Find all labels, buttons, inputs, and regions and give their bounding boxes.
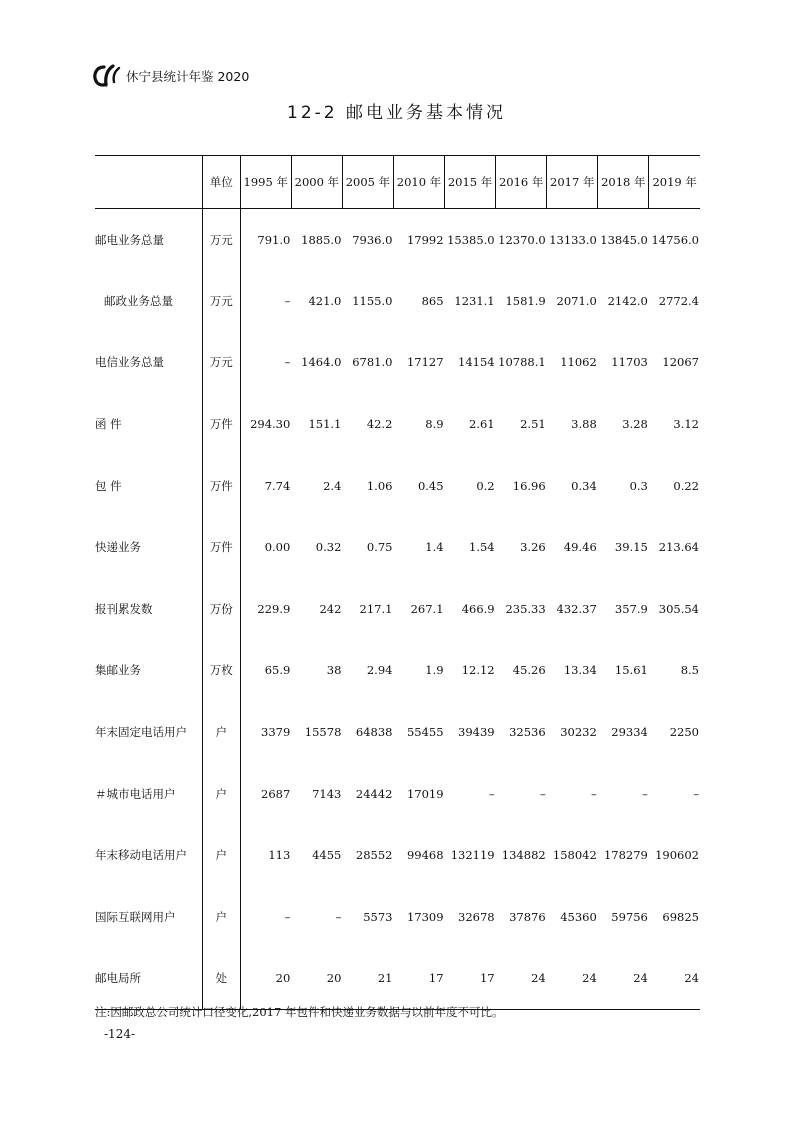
value-cell: 13845.0: [600, 232, 648, 247]
value-cell: 7936.0: [352, 232, 393, 247]
value-cell: 2250: [669, 725, 699, 740]
value-cell: 24442: [355, 786, 393, 801]
value-cell: 3.12: [673, 417, 699, 432]
row-unit: 万件: [202, 455, 240, 517]
year-header: 2016 年: [496, 156, 547, 209]
value-cell: 294.30: [250, 417, 291, 432]
value-cell: 5573: [363, 909, 393, 924]
row-item-label: 函 件: [95, 417, 122, 432]
value-cell: 38: [326, 663, 342, 678]
value-cell: 17: [479, 971, 495, 986]
year-header: 2018 年: [598, 156, 649, 209]
table-note: 注:因邮政总公司统计口径变化,2017 年包件和快递业务数据与以前年度不可比。: [95, 1005, 504, 1019]
value-cell: 45360: [560, 909, 597, 924]
value-cell: 14154: [458, 355, 495, 370]
value-cell: 17309: [406, 909, 444, 924]
value-cell: 17992: [406, 232, 444, 247]
value-cell: 11703: [611, 355, 648, 370]
value-cell: –: [284, 909, 291, 924]
value-cell: 1885.0: [301, 232, 342, 247]
value-cell: 1464.0: [301, 355, 342, 370]
value-cell: –: [591, 786, 597, 801]
row-item-label: 年末固定电话用户: [95, 725, 187, 740]
value-cell: 16.96: [512, 478, 546, 493]
table-row: [95, 578, 700, 640]
year-header: 2010 年: [393, 156, 444, 209]
row-unit: 万份: [202, 578, 240, 640]
value-cell: 421.0: [308, 293, 342, 308]
value-cell: 432.37: [556, 601, 597, 616]
value-cell: 791.0: [257, 232, 291, 247]
value-cell: 242: [319, 601, 342, 616]
value-cell: 39.15: [614, 540, 648, 555]
year-header: 2019 年: [649, 156, 700, 209]
year-header: 2017 年: [547, 156, 598, 209]
value-cell: 28552: [355, 848, 393, 863]
row-unit: 户: [202, 701, 240, 763]
row-item-label: 年末移动电话用户: [95, 848, 187, 863]
table-row: [95, 886, 700, 948]
value-cell: 213.64: [658, 540, 699, 555]
table-row: [95, 455, 700, 517]
value-cell: 15385.0: [447, 232, 495, 247]
value-cell: 132119: [450, 848, 495, 863]
row-item-label: 邮政业务总量: [104, 293, 173, 308]
value-cell: 1155.0: [352, 293, 393, 308]
row-unit: 万件: [202, 516, 240, 578]
value-cell: 4455: [312, 848, 342, 863]
row-item-label: 邮电局所: [95, 971, 141, 986]
value-cell: 24: [582, 971, 597, 986]
table-row: [95, 640, 700, 702]
value-cell: 0.22: [673, 478, 699, 493]
post-telecom-table: [95, 155, 700, 1010]
value-cell: 12067: [662, 355, 699, 370]
year-header: 2000 年: [291, 156, 342, 209]
row-unit: 处: [202, 948, 240, 1010]
row-unit: 万元: [202, 332, 240, 394]
value-cell: 0.34: [571, 478, 597, 493]
table-row: [95, 270, 700, 332]
row-item-label: 邮电业务总量: [95, 232, 164, 247]
value-cell: 30232: [560, 725, 597, 740]
value-cell: 21: [377, 971, 393, 986]
row-unit: 户: [202, 763, 240, 825]
value-cell: 134882: [501, 848, 546, 863]
value-cell: 99468: [406, 848, 444, 863]
value-cell: 151.1: [308, 417, 342, 432]
value-cell: 11062: [560, 355, 597, 370]
row-item-label: 报刊累发数: [95, 601, 153, 616]
table-body: [95, 209, 700, 1010]
item-header: [95, 156, 202, 209]
year-header: 1995 年: [240, 156, 291, 209]
table-row: [95, 332, 700, 394]
row-item-label: 电信业务总量: [95, 355, 164, 370]
value-cell: 113: [268, 848, 291, 863]
row-unit: 万元: [202, 209, 240, 271]
value-cell: 1.4: [425, 540, 444, 555]
value-cell: 2687: [261, 786, 291, 801]
value-cell: 24: [633, 971, 648, 986]
value-cell: 3.26: [520, 540, 546, 555]
page-title: 12-2 邮电业务基本情况: [287, 103, 506, 123]
value-cell: –: [488, 786, 495, 801]
value-cell: 29334: [611, 725, 648, 740]
value-cell: 32536: [509, 725, 546, 740]
row-item-label: 国际互联网用户: [95, 909, 176, 924]
value-cell: 7.74: [264, 478, 291, 493]
value-cell: 59756: [611, 909, 648, 924]
value-cell: 13133.0: [549, 232, 597, 247]
value-cell: 305.54: [658, 601, 699, 616]
value-cell: –: [284, 355, 291, 370]
value-cell: –: [335, 909, 342, 924]
value-cell: 2.94: [366, 663, 393, 678]
table-row: [95, 824, 700, 886]
table-row: [95, 763, 700, 825]
year-header: 2005 年: [342, 156, 393, 209]
row-item-label: ＃城市电话用户: [95, 786, 176, 801]
row-unit: 户: [202, 824, 240, 886]
table-row: [95, 393, 700, 455]
value-cell: 0.2: [476, 478, 495, 493]
value-cell: –: [693, 786, 699, 801]
value-cell: 2772.4: [658, 293, 699, 308]
row-unit: 万件: [202, 393, 240, 455]
year-header: 2015 年: [445, 156, 496, 209]
value-cell: 3.88: [571, 417, 597, 432]
value-cell: 190602: [655, 848, 699, 863]
row-unit: 户: [202, 886, 240, 948]
value-cell: 1231.1: [454, 293, 495, 308]
value-cell: 15.61: [614, 663, 648, 678]
row-item-label: 包 件: [95, 478, 122, 493]
row-unit: 万枚: [202, 640, 240, 702]
value-cell: 1581.9: [505, 293, 546, 308]
value-cell: 466.9: [461, 601, 495, 616]
value-cell: –: [539, 786, 546, 801]
value-cell: 1.54: [469, 540, 495, 555]
value-cell: 39439: [458, 725, 495, 740]
value-cell: 0.75: [366, 540, 393, 555]
value-cell: 2071.0: [556, 293, 597, 308]
value-cell: 49.46: [563, 540, 597, 555]
value-cell: 2.4: [323, 478, 342, 493]
value-cell: 20: [275, 971, 291, 986]
value-cell: 235.33: [505, 601, 546, 616]
table-header-row: [95, 156, 700, 209]
page-number: -124-: [104, 1027, 136, 1041]
value-cell: 37876: [509, 909, 546, 924]
value-cell: –: [284, 293, 291, 308]
value-cell: 1.06: [366, 478, 393, 493]
value-cell: 45.26: [512, 663, 546, 678]
value-cell: 12.12: [461, 663, 495, 678]
value-cell: 32678: [458, 909, 495, 924]
value-cell: 1.9: [425, 663, 444, 678]
value-cell: 69825: [662, 909, 699, 924]
value-cell: 229.9: [257, 601, 291, 616]
value-cell: 24: [531, 971, 546, 986]
value-cell: 15578: [304, 725, 342, 740]
value-cell: 6781.0: [352, 355, 393, 370]
row-item-label: 快递业务: [95, 540, 141, 555]
row-item-label: 集邮业务: [95, 663, 141, 678]
value-cell: 2142.0: [607, 293, 648, 308]
value-cell: 217.1: [359, 601, 393, 616]
value-cell: 357.9: [614, 601, 648, 616]
value-cell: 3.28: [622, 417, 648, 432]
value-cell: 0.00: [264, 540, 291, 555]
table-row: [95, 209, 700, 271]
value-cell: 10788.1: [498, 355, 546, 370]
value-cell: 267.1: [410, 601, 444, 616]
value-cell: 865: [421, 293, 444, 308]
value-cell: 24: [684, 971, 699, 986]
value-cell: 17127: [406, 355, 444, 370]
value-cell: 42.2: [366, 417, 393, 432]
value-cell: 65.9: [264, 663, 291, 678]
value-cell: 2.51: [520, 417, 546, 432]
value-cell: 3379: [261, 725, 291, 740]
value-cell: 14756.0: [651, 232, 699, 247]
value-cell: 7143: [312, 786, 342, 801]
value-cell: 55455: [406, 725, 444, 740]
value-cell: 8.9: [425, 417, 444, 432]
row-unit: 万元: [202, 270, 240, 332]
value-cell: –: [642, 786, 648, 801]
value-cell: 13.34: [563, 663, 597, 678]
value-cell: 8.5: [680, 663, 699, 678]
table-row: [95, 516, 700, 578]
value-cell: 0.3: [629, 478, 648, 493]
yearbook-title: 休宁县统计年鉴 2020: [126, 69, 250, 84]
value-cell: 158042: [552, 848, 597, 863]
yearbook-header: [92, 64, 249, 88]
value-cell: 17: [428, 971, 444, 986]
value-cell: 20: [326, 971, 342, 986]
value-cell: 12370.0: [498, 232, 546, 247]
table-row: [95, 948, 700, 1010]
value-cell: 0.32: [315, 540, 342, 555]
table-row: [95, 701, 700, 763]
yearbook-logo-icon: [92, 64, 122, 88]
value-cell: 178279: [603, 848, 648, 863]
value-cell: 2.61: [469, 417, 495, 432]
value-cell: 0.45: [417, 478, 444, 493]
value-cell: 17019: [406, 786, 444, 801]
unit-header: 单位: [202, 156, 240, 209]
value-cell: 64838: [355, 725, 393, 740]
